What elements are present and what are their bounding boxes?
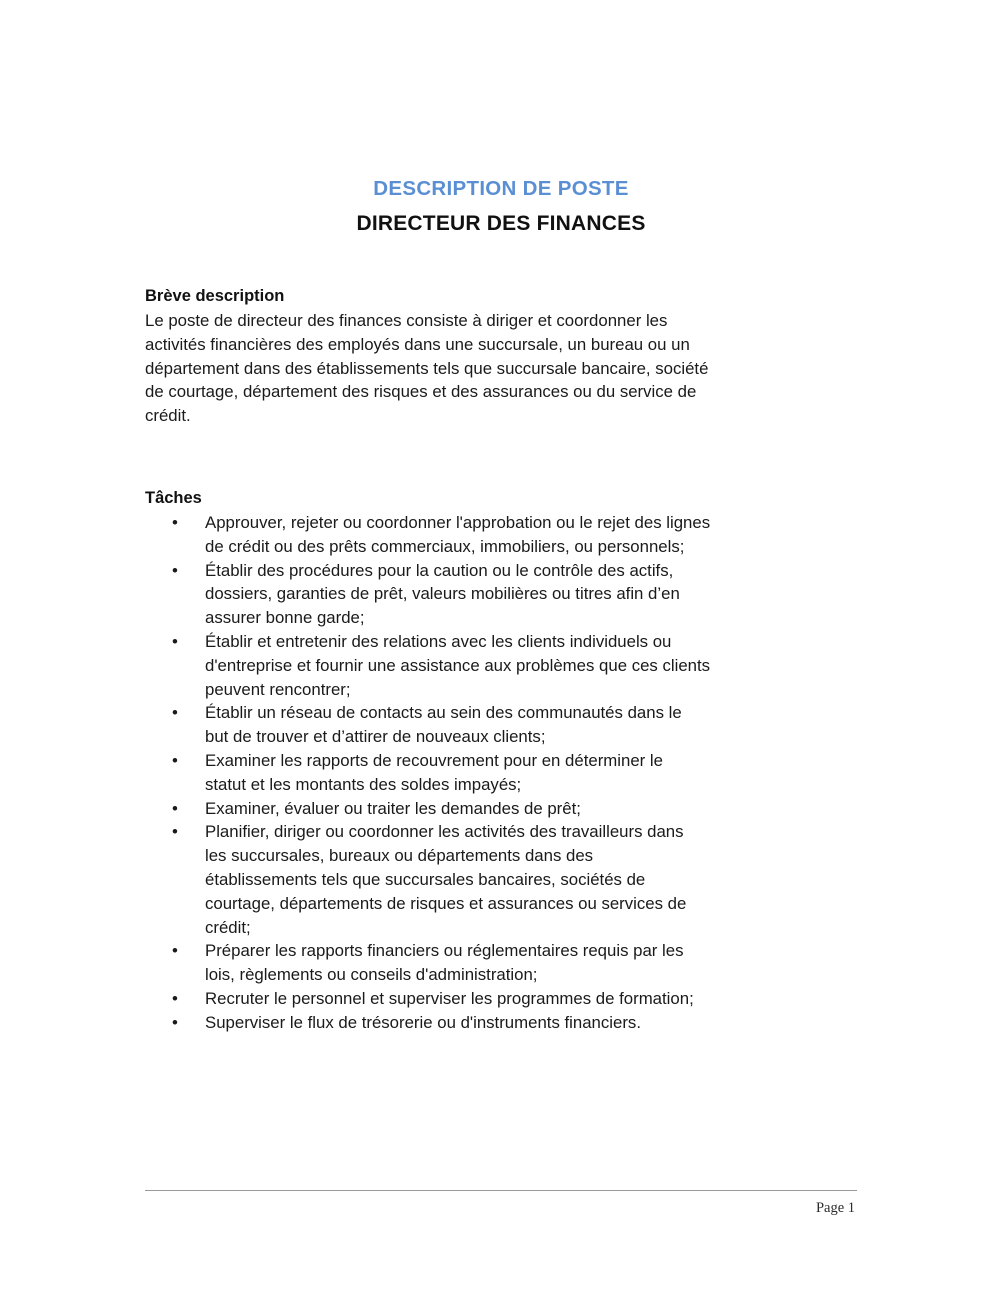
list-item-text: Examiner les rapports de recouvrement pour en déterminer le statut et les montants des soldes impayés; [205, 750, 663, 794]
page-number: Page 1 [815, 1200, 855, 1216]
bullet-icon: • [172, 941, 178, 961]
list-item [145, 820, 860, 939]
list-item [145, 987, 860, 1011]
list-item [145, 749, 860, 797]
bullet-icon: • [172, 822, 178, 842]
brief-description-paragraph: Le poste de directeur des finances consiste à diriger et coordonner les activités financières des employés dans une succursale, un bureau ou un département dans des établissements tels que succursale bancaire, société de courtage, département des risques et des assurances ou du service de crédit. [145, 311, 709, 426]
bullet-icon: • [172, 560, 178, 580]
bullet-icon: • [172, 631, 178, 651]
brief-description-heading: Brève description [145, 287, 285, 305]
list-item [145, 511, 860, 559]
bullet-icon: • [172, 798, 178, 818]
bullet-icon: • [172, 750, 178, 770]
document-body [145, 285, 860, 1035]
list-item [145, 1011, 860, 1035]
list-item [145, 559, 860, 630]
list-item-text: Établir un réseau de contacts au sein des communautés dans le but de trouver et d’attirer de nouveaux clients; [205, 703, 682, 747]
footer-divider [145, 1190, 857, 1191]
list-item [145, 939, 860, 987]
list-item-text: Superviser le flux de trésorerie ou d'instruments financiers. [205, 1012, 641, 1032]
list-item-text: Préparer les rapports financiers ou réglementaires requis par les lois, règlements ou conseils d'administration; [205, 941, 684, 985]
list-item-text: Approuver, rejeter ou coordonner l'approbation ou le rejet des lignes de crédit ou des prêts commerciaux, immobiliers, ou personnels; [205, 512, 711, 556]
bullet-icon: • [172, 988, 178, 1008]
page-title: DIRECTEUR DES FINANCES [356, 212, 646, 235]
list-item [145, 630, 860, 701]
list-item-text: Planifier, diriger ou coordonner les activités des travailleurs dans les succursales, bureaux ou départements dans des établissements tels que succursales bancaires, sociétés de courtage, départements de risques et assurances ou services de crédit; [205, 822, 687, 937]
bullet-icon: • [172, 1012, 178, 1032]
bullet-icon: • [172, 703, 178, 723]
list-item-text: Examiner, évaluer ou traiter les demandes de prêt; [205, 798, 581, 818]
list-item-text: Recruter le personnel et superviser les programmes de formation; [205, 988, 694, 1008]
list-item-text: Établir et entretenir des relations avec les clients individuels ou d'entreprise et fournir une assistance aux problèmes que ces clients peuvent rencontrer; [205, 631, 711, 699]
document-kicker: DESCRIPTION DE POSTE [373, 177, 629, 200]
page-footer [145, 1190, 857, 1218]
list-item-text: Établir des procédures pour la caution ou le contrôle des actifs, dossiers, garanties de prêt, valeurs mobilières ou titres afin d’en assurer bonne garde; [205, 560, 680, 628]
document-title-block [145, 176, 857, 237]
list-item [145, 797, 860, 821]
tasks-list [145, 511, 860, 1035]
list-item [145, 701, 860, 749]
bullet-icon: • [172, 512, 178, 532]
tasks-heading: Tâches [145, 488, 202, 507]
section-spacer [145, 428, 860, 487]
